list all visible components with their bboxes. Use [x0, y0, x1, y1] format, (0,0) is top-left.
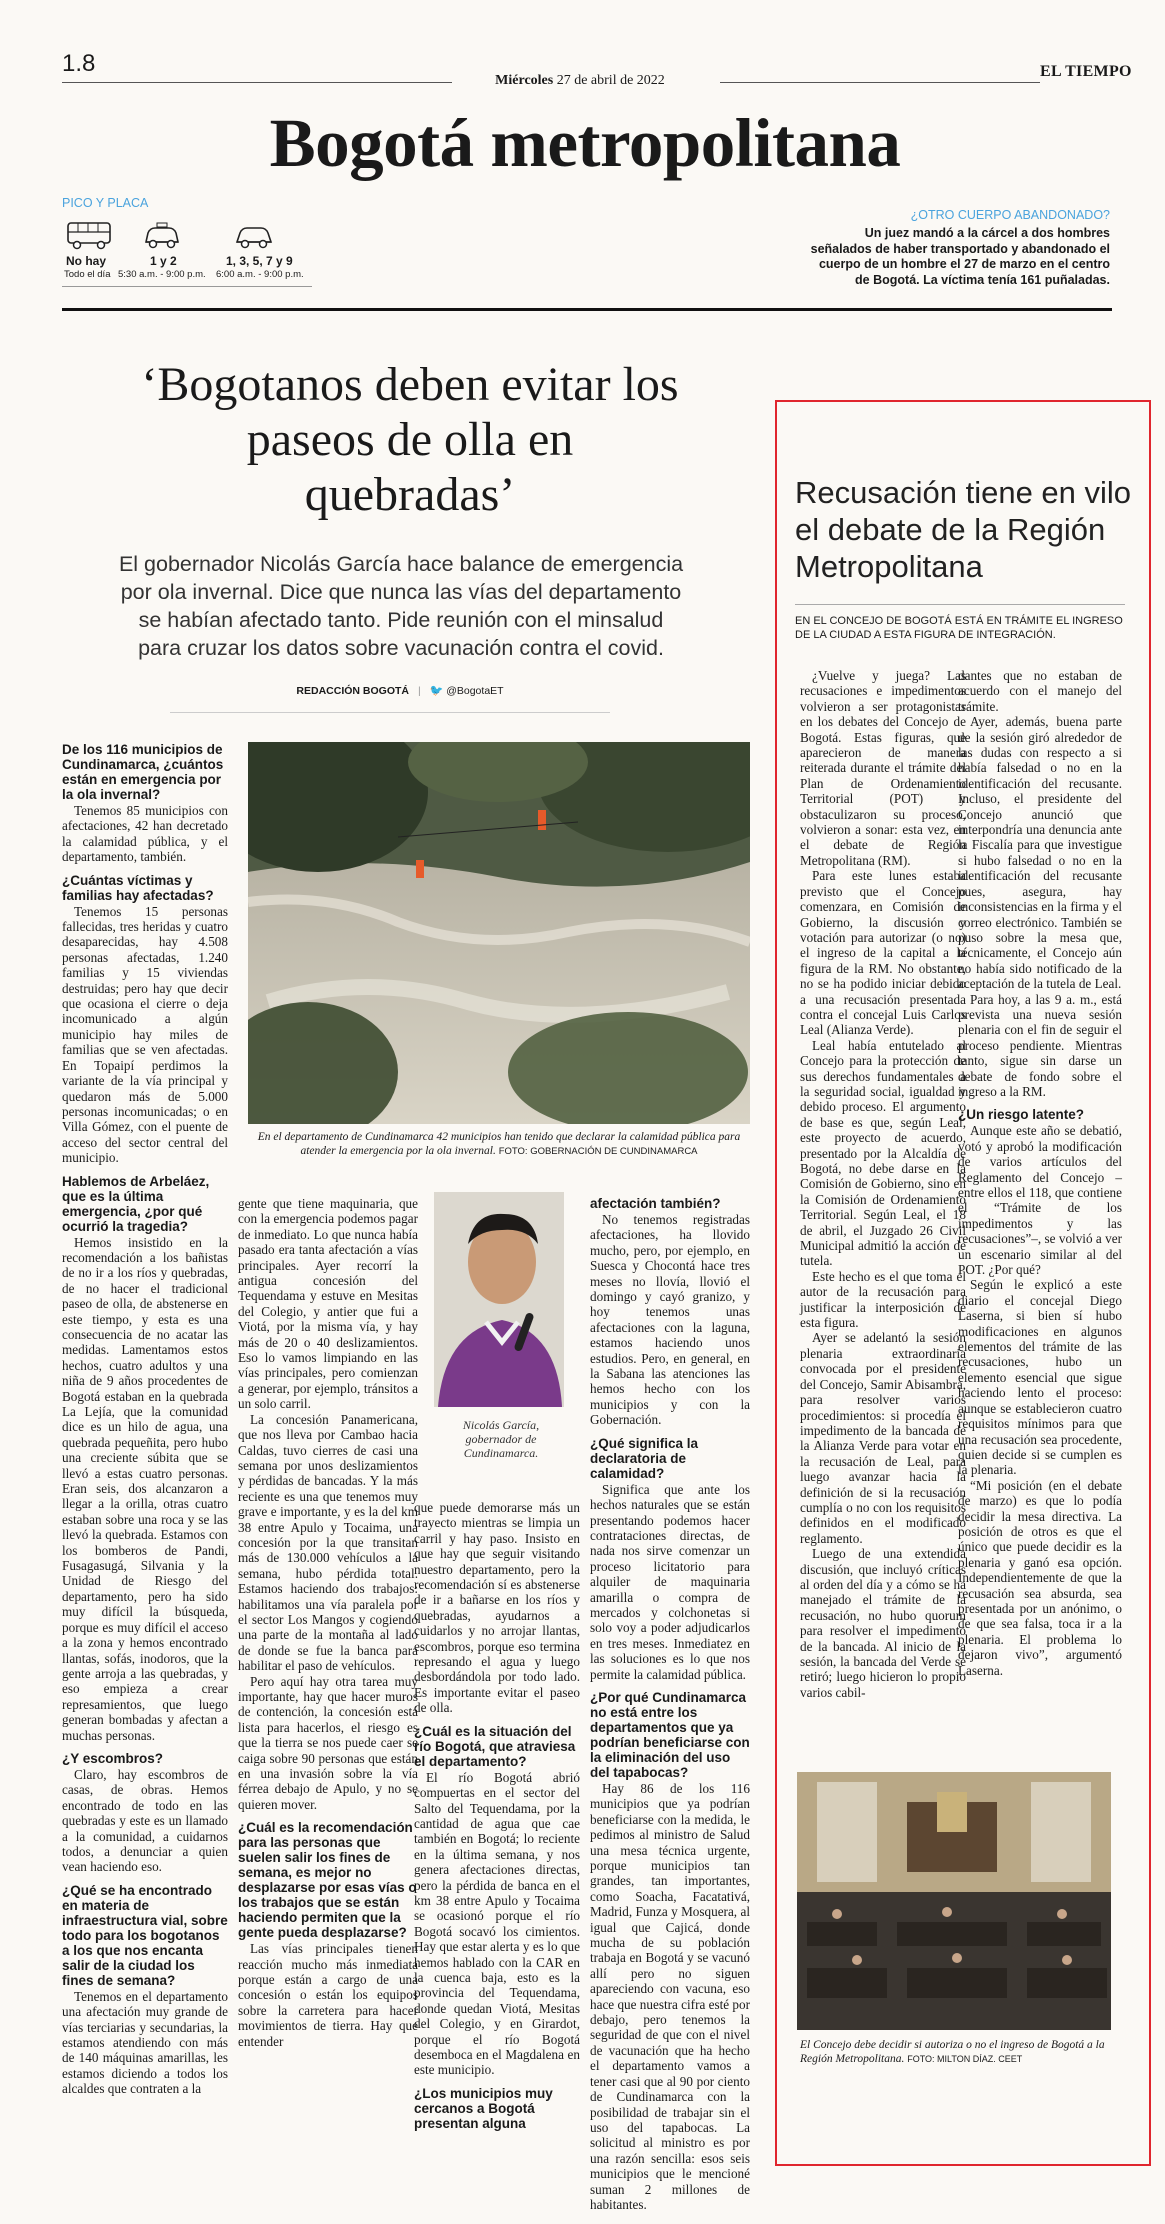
answer: Las vías principales tienen reacción mucho más inmediata porque están a cargo de una concesión o están los equipos sobre la carretera para hacer movimientos de tierra. Hay que entender: [238, 1941, 418, 2049]
answer: La concesión Panamericana, que nos lleva por Cambao hacia Caldas, tuvo cierres de casi una semana por unos deslizamientos y pérdidas de bancadas. Y la más reciente es una que tenemos muy grave e importante, y es la del km 38 entre Apulo y Tocaima, una concesión por la que transitan más de 130.000 vehículos a la semana, hubo pérdida total. Estamos haciendo dos trabajos: habilitamos una vía paralela por el sector Los Mangos y cogiendo una parte de la montaña al lado de donde se fue la banca para habilitar el paso de vehículos.: [238, 1411, 418, 1674]
portrait-caption: Nicolás García, gobernador de Cundinamarca.: [462, 1418, 540, 1460]
pico-placa-detail-bus: Todo el día: [64, 269, 111, 280]
subheading: ¿Un riesgo latente?: [958, 1107, 1085, 1123]
answer: gente que tiene maquinaria, que con la emergencia podemos pagar de inmediato. Lo que nunca había pasado era tanta afectación a vías principales. Ayer recorrí la antigua concesión del Tequendama y estuve en Mesitas del Colegio, y antier que fui a Viotá, por la misma vía, y hay más de 20 o 40 deslizamientos. Eso lo vamos limpiando en las vías principales, pero comienzan a generar, por ejemplo, tránsitos a un solo carril.: [238, 1196, 418, 1412]
paragraph: Para hoy, a las 9 a. m., está prevista una nueva sesión plenaria con el fin de seguir el proceso pendiente. Mientras tanto, sigue sin darse un debate de fondo sobre el ingreso a la RM.: [958, 991, 1122, 1099]
paragraph: Ayer se adelantó la sesión plenaria extraordinaria convocada por el presidente del Concejo, Samir Abisambra, para resolver varios procedimientos: si procedía el impedimento de la bancada de la Alianza Verde para votar en la recusación de Leal, para luego avanzar hacia la definición de si la recusación cumplía o no con los requisitos definidos en el modificado reglamento.: [800, 1330, 966, 1546]
teaser-kicker: ¿OTRO CUERPO ABANDONADO?: [910, 208, 1110, 222]
header-date-text: 27 de abril de 2022: [556, 73, 665, 88]
taxi-icon: [142, 222, 182, 250]
question: ¿Qué se ha encontrado en materia de infraestructura vial, sobre todo para los bogotanos a los que nos encanta salir de la ciudad los fines de semana?: [62, 1882, 228, 1988]
twitter-icon: 🐦: [429, 685, 444, 697]
answer: que puede demorarse más un trayecto mientras se limpia un carril y hay paso. Insisto en que hay que seguir visitando nuestro departamento, pero la recomendación sí es abstenerse de ir a bañarse en los ríos y quebradas, ayudarnos a cuidarlos y no arrojar llantas, escombros, porque eso termina represando el agua y luego desbordándola por todo lado. Es importante evitar el paseo de olla.: [414, 1500, 580, 1716]
answer: Significa que ante los hechos naturales que se están presentando podemos hacer contrataciones directas, de nada nos sirve comenzar un proceso licitatorio para alquiler de maquinaria amarilla o compra de mercados y colchonetas si solo voy a poder adjudicarlos en tres meses. Inmediatez en las soluciones es lo que nos permite la calamidad pública.: [590, 1481, 750, 1682]
paragraph: Aunque este año se debatió, votó y aprobó la modificación de varios artículos del Reglamento del Concejo –entre ellos el 118, que contiene el “Trámite de los impedimentos y las recusaciones”–, se volvió a ver un escenario similar al del POT. ¿Por qué?: [958, 1123, 1122, 1278]
answer: Hay 86 de los 116 municipios que ya podrían beneficiarse con la medida, le pedimos al ministro de Salud una mesa técnica urgente, porque municipios tan grandes, tan importantes, como Soacha, Facatativá, Madrid, Funza y Mosquera, al igual que Cajicá, donde mucha de su población trabaja en Bogotá y se vacunó allí pero no siguen apareciendo con vacuna, eso hace que nuestra cifra esté por debajo, pero tenemos la seguridad de que con el nivel de vacunación que ha hecho el departamento vamos a tener casi que al 90 por ciento de Cundinamarca con la posibilidad de trabajar sin el uso del tapabocas. La solicitud al ministro es por una razón sencilla: esos seis municipios que le mencioné suman 2 millones de habitantes.: [590, 1780, 750, 2212]
question: ¿Cuál es la recomendación para las personas que suelen salir los fines de semana, es mejor no desplazarse por esas vías o los trabajos que se están haciendo permiten que la gente pueda desplazarse?: [238, 1820, 417, 1941]
answer: Tenemos en el departamento una afectación muy grande de vías terciarias y secundarias, la estamos atendiendo con más de 140 máquinas amarillas, les estamos diciendo a todos los alcaldes que contraten a la: [62, 1988, 228, 2097]
paragraph: ¿Vuelve y juega? Las recusaciones e impedimentos volvieron a ser protagonistas en los debates del Concejo de Bogotá. Estas figuras, que aparecieron de manera reiterada durante el trámite del Plan de Ordenamiento Territorial (POT) y obstaculizaron su proceso, volvieron a sonar: esta vez, en el debate de Región Metropolitana (RM).: [800, 668, 966, 868]
car-icon: [234, 224, 274, 250]
question: De los 116 municipios de Cundinamarca, ¿cuántos están en emergencia por la ola invernal?: [62, 742, 224, 802]
section-rule: [62, 308, 1112, 311]
pico-placa-title: PICO Y PLACA: [62, 196, 149, 210]
pico-placa-value-taxi: 1 y 2: [150, 254, 177, 268]
byline: REDACCIÓN BOGOTÁ: [296, 685, 410, 697]
byline-rule: [170, 712, 610, 713]
main-photo-caption: [248, 1130, 750, 1159]
question: afectación también?: [590, 1196, 721, 1211]
header-rule-right: [720, 82, 1040, 83]
side-col-2: [958, 668, 1122, 1678]
pico-placa-detail-taxi: 5:30 a.m. - 9:00 p.m.: [118, 269, 206, 280]
paragraph: “Mi posición (en el debate de marzo) es que lo podía decidir la mesa directiva. La posición de otros es que el único que puede decidir es la plenaria y ganó esa opción. Independientemente de que la recusación sea absurda, sea presentada por un anónimo, o de que sea falsa, toca ir a la plenaria. El problema lo dejaron vivo”, argumentó Laserna.: [958, 1477, 1122, 1678]
question: ¿Cuál es la situación del río Bogotá, que atraviesa el departamento?: [414, 1723, 576, 1769]
twitter-handle: @BogotaET: [446, 685, 504, 697]
header-rule-left: [62, 82, 452, 83]
brand-logo: EL TIEMPO: [1040, 63, 1132, 80]
answer: Pero aquí hay otra tarea muy importante, hay que hacer muros de contención, la concesión está lista para hacerlos, el riesgo es que la tierra se nos puede caer se caiga sobre 90 personas que están en una invasión sobre la vía férrea debajo de Apulo, y no se quieren mover.: [238, 1673, 418, 1812]
question: ¿Los municipios muy cercanos a Bogotá presentan alguna: [414, 2085, 553, 2131]
answer: Tenemos 85 municipios con afectaciones, 42 han decretado la calamidad pública, y el departamento, también.: [62, 803, 228, 865]
side-photo: [797, 1772, 1111, 2030]
bus-icon: [66, 220, 112, 250]
answer: Hemos insistido en la recomendación a los bañistas de no ir a los ríos y quebradas, de no hacer el tradicional paseo de olla, de abstenerse en este tiempo, y esta es una consecuencia de no acatar las medidas. Lamentamos estos hechos, cuatro adultos y una niña de 9 años procedentes de Bogotá estaban en la quebrada La Lejía, que la comunidad dice es un hilo de agua, una quebrada pequeñita, pero hubo una creciente súbita que se llevó a estas cuatro personas. Eran seis, dos alcanzaron a llegar a la orilla, otras cuatro estaban sobre una roca y se las llevó la quebrada. Estamos con los bomberos de Pandi, Fusagasugá, Silvania y la Unidad de Riesgo del departamento, pero ha sido muy difícil la búsqueda, porque es muy difícil el acceso a la zona y hemos encontrado llantas, sofás, inodoros, que la gente arroja a las quebradas, y eso empieza a crear represamientos, que luego generan bombadas y afectan a muchas personas.: [62, 1234, 228, 1743]
header-date: [470, 73, 690, 89]
main-photo: [248, 742, 750, 1124]
main-col-4: [590, 1196, 750, 2212]
side-photo-caption: [800, 2038, 1112, 2066]
pico-placa-box: [62, 214, 312, 284]
answer: No tenemos registradas afectaciones, ha llovido mucho, pero, por ejemplo, en Suesca y Chocontá hace tres meses no llovía, llovió el domingo y cayó granizo, y hoy tenemos unas afectaciones con la laguna, estamos haciendo unos estudios. Pero, en general, en la Sabana las atenciones las hemos hecho con los municipios y con la Gobernación.: [590, 1212, 750, 1428]
page-number: 1.8: [62, 50, 96, 77]
answer: El río Bogotá abrió compuertas en el sector del Salto del Tequendama, por la cantidad de agua que cae también en Bogotá; lo reciente en la última semana, y nos genera afectaciones directas, pero la pérdida de banca en el km 38 entre Apulo y Tocaima se ocasionó porque el río Bogotá socavó los cimientos. Hay que estar alerta y es lo que hemos hablado con la CAR en la cuenca baja, esto es la provincia del Tequendama, donde quedan Viotá, Mesitas del Colegio, y en Girardot, porque el río Bogotá desemboca en el Magdalena en este municipio.: [414, 1769, 580, 2078]
main-headline: ‘Bogotanos deben evitar los paseos de olla en quebradas’: [141, 358, 679, 521]
question: Hablemos de Arbeláez, que es la última emergencia, ¿por qué ocurrió la tragedia?: [62, 1173, 210, 1234]
main-col-3: [414, 1500, 580, 2132]
side-photo-credit: FOTO: MILTON DÍAZ. CEET: [907, 2054, 1023, 2064]
question: ¿Cuántas víctimas y familias hay afectadas?: [62, 872, 214, 903]
side-photo-caption-text: El Concejo debe decidir si autoriza o no el ingreso de Bogotá a la Región Metropolitana.: [800, 2039, 1105, 2065]
section-title: Bogotá metropolitana: [269, 105, 901, 181]
side-kicker-rule: [795, 604, 1125, 605]
paragraph: Ayer, además, buena parte de la sesión giró alrededor de las dudas con respecto a si había falsedad o no en la identificación del recusante. Incluso, el presidente del Concejo anunció que interpondría una denuncia ante la Fiscalía para que investigue si hubo falsedad o no en la identificación del recusante pues, asegura, hay inconsistencias en la firma y el correo electrónico. También se puso sobre la mesa que, técnicamente, el Concejo aún no había sido notificado de la aceptación de la tutela de Leal.: [958, 714, 1122, 992]
main-col-1: [62, 742, 228, 2097]
question: ¿Por qué Cundinamarca no está entre los departamentos que ya podrían beneficiarse con la eliminación del uso del tapabocas?: [590, 1689, 750, 1780]
paragraph: Luego de una extendida discusión, que incluyó críticas al orden del día y a cómo se ha manejado el trámite de la recusación, no hubo quorum para resolver el impedimento de la bancada. Al inicio de la sesión, la bancada del Verde se retiró; luego hicieron lo propio varios cabil-: [800, 1546, 966, 1700]
answer: Tenemos 15 personas fallecidas, tres heridas y cuatro desaparecidas, hay 4.508 personas afectadas, 1.240 familias y 15 viviendas destruidas; pero hay que decir que ocasiona el cierre o deja incomunicado a algún municipio hay miles de familias que se ven afectadas. En Topaipí perdimos la variante de la vía principal y quedaron más de 5.000 personas incomunicadas; o en Villa Gómez, con el puente de acceso del sector central del municipio.: [62, 903, 228, 1166]
question: ¿Qué significa la declaratoria de calamidad?: [590, 1435, 699, 1481]
portrait-photo: [434, 1192, 564, 1407]
answer: Claro, hay escombros de casas, de obras. Hemos encontrado de todo en las quebradas y este es un llamado a la comunidad, a cuidarnos todos, a denunciar a quien vean haciendo eso.: [62, 1766, 228, 1875]
pico-placa-detail-car: 6:00 a.m. - 9:00 p.m.: [216, 269, 304, 280]
question: ¿Y escombros?: [62, 1750, 164, 1766]
paragraph: Leal había entutelado al Concejo para la protección de sus derechos fundamentales a la seguridad social, igualdad y debido proceso. El argumento de base es que, según Leal, este proyecto de acuerdo, presentado por la Alcaldía de Bogotá, no debe darse en la Comisión de Gobierno, sino en la Comisión de Ordenamiento Territorial. Según Leal, el 18 de abril, el Juzgado 26 Civil Municipal admitió la acción de tutela.: [800, 1037, 966, 1269]
side-kicker: EN EL CONCEJO DE BOGOTÁ ESTÁ EN TRÁMITE EL INGRESO DE LA CIUDAD A ESTA FIGURA DE INTEGRACIÓN.: [795, 615, 1123, 641]
main-photo-credit: FOTO: GOBERNACIÓN DE CUNDINAMARCA: [498, 1146, 698, 1157]
paragraph: Este hecho es el que toma el autor de la recusación para justificar la interposición de esta figura.: [800, 1268, 966, 1331]
header-day: Miércoles: [495, 73, 554, 88]
paragraph: dantes que no estaban de acuerdo con el manejo del trámite.: [958, 668, 1122, 714]
main-deck: El gobernador Nicolás García hace balance de emergencia por ola invernal. Dice que nunca las vías del departamento se habían afectado tanto. Pide reunión con el minsalud para cruzar los datos sobre vacunación contra el covid.: [118, 552, 684, 660]
pico-placa-rule: [62, 286, 312, 287]
byline-bar: REDACCIÓN BOGOTÁ | 🐦 @BogotaET: [296, 685, 504, 697]
pico-placa-value-car: 1, 3, 5, 7 y 9: [226, 254, 293, 268]
side-headline: Recusación tiene en vilo el debate de la Región Metropolitana: [795, 475, 1132, 584]
main-photo-caption-text: En el departamento de Cundinamarca 42 municipios han tenido que declarar la calamidad pública para atender la emergencia por la ola invernal.: [257, 1131, 741, 1157]
pico-placa-value-bus: No hay: [66, 254, 107, 268]
side-col-1: [800, 668, 966, 1700]
paragraph: Según le explicó a este diario el concejal Diego Laserna, si bien sí hubo modificaciones en algunos elementos del trámite de las recusaciones, hubo un elemento esencial que sigue haciendo lento el proceso: aunque se establecieron cuatro requisitos mínimos para que una recusación sea procedente, quien decide si se cumplen es la plenaria.: [958, 1277, 1122, 1478]
teaser-text: Un juez mandó a la cárcel a dos hombres señalados de haber transportado y abandonado el cuerpo de un hombre el 27 de marzo en el centro de Bogotá. La víctima tenía 161 puñaladas.: [810, 226, 1110, 287]
paragraph: Para este lunes estaba previsto que el Concejo comenzara, en Comisión de Gobierno, la discusión y votación para autorizar (o no) el ingreso de la capital a la figura de la RM. No obstante, no se ha podido iniciar debido a una recusación presentada contra el concejal Luis Carlos Leal (Alianza Verde).: [800, 868, 966, 1038]
main-col-2: [238, 1196, 418, 2049]
